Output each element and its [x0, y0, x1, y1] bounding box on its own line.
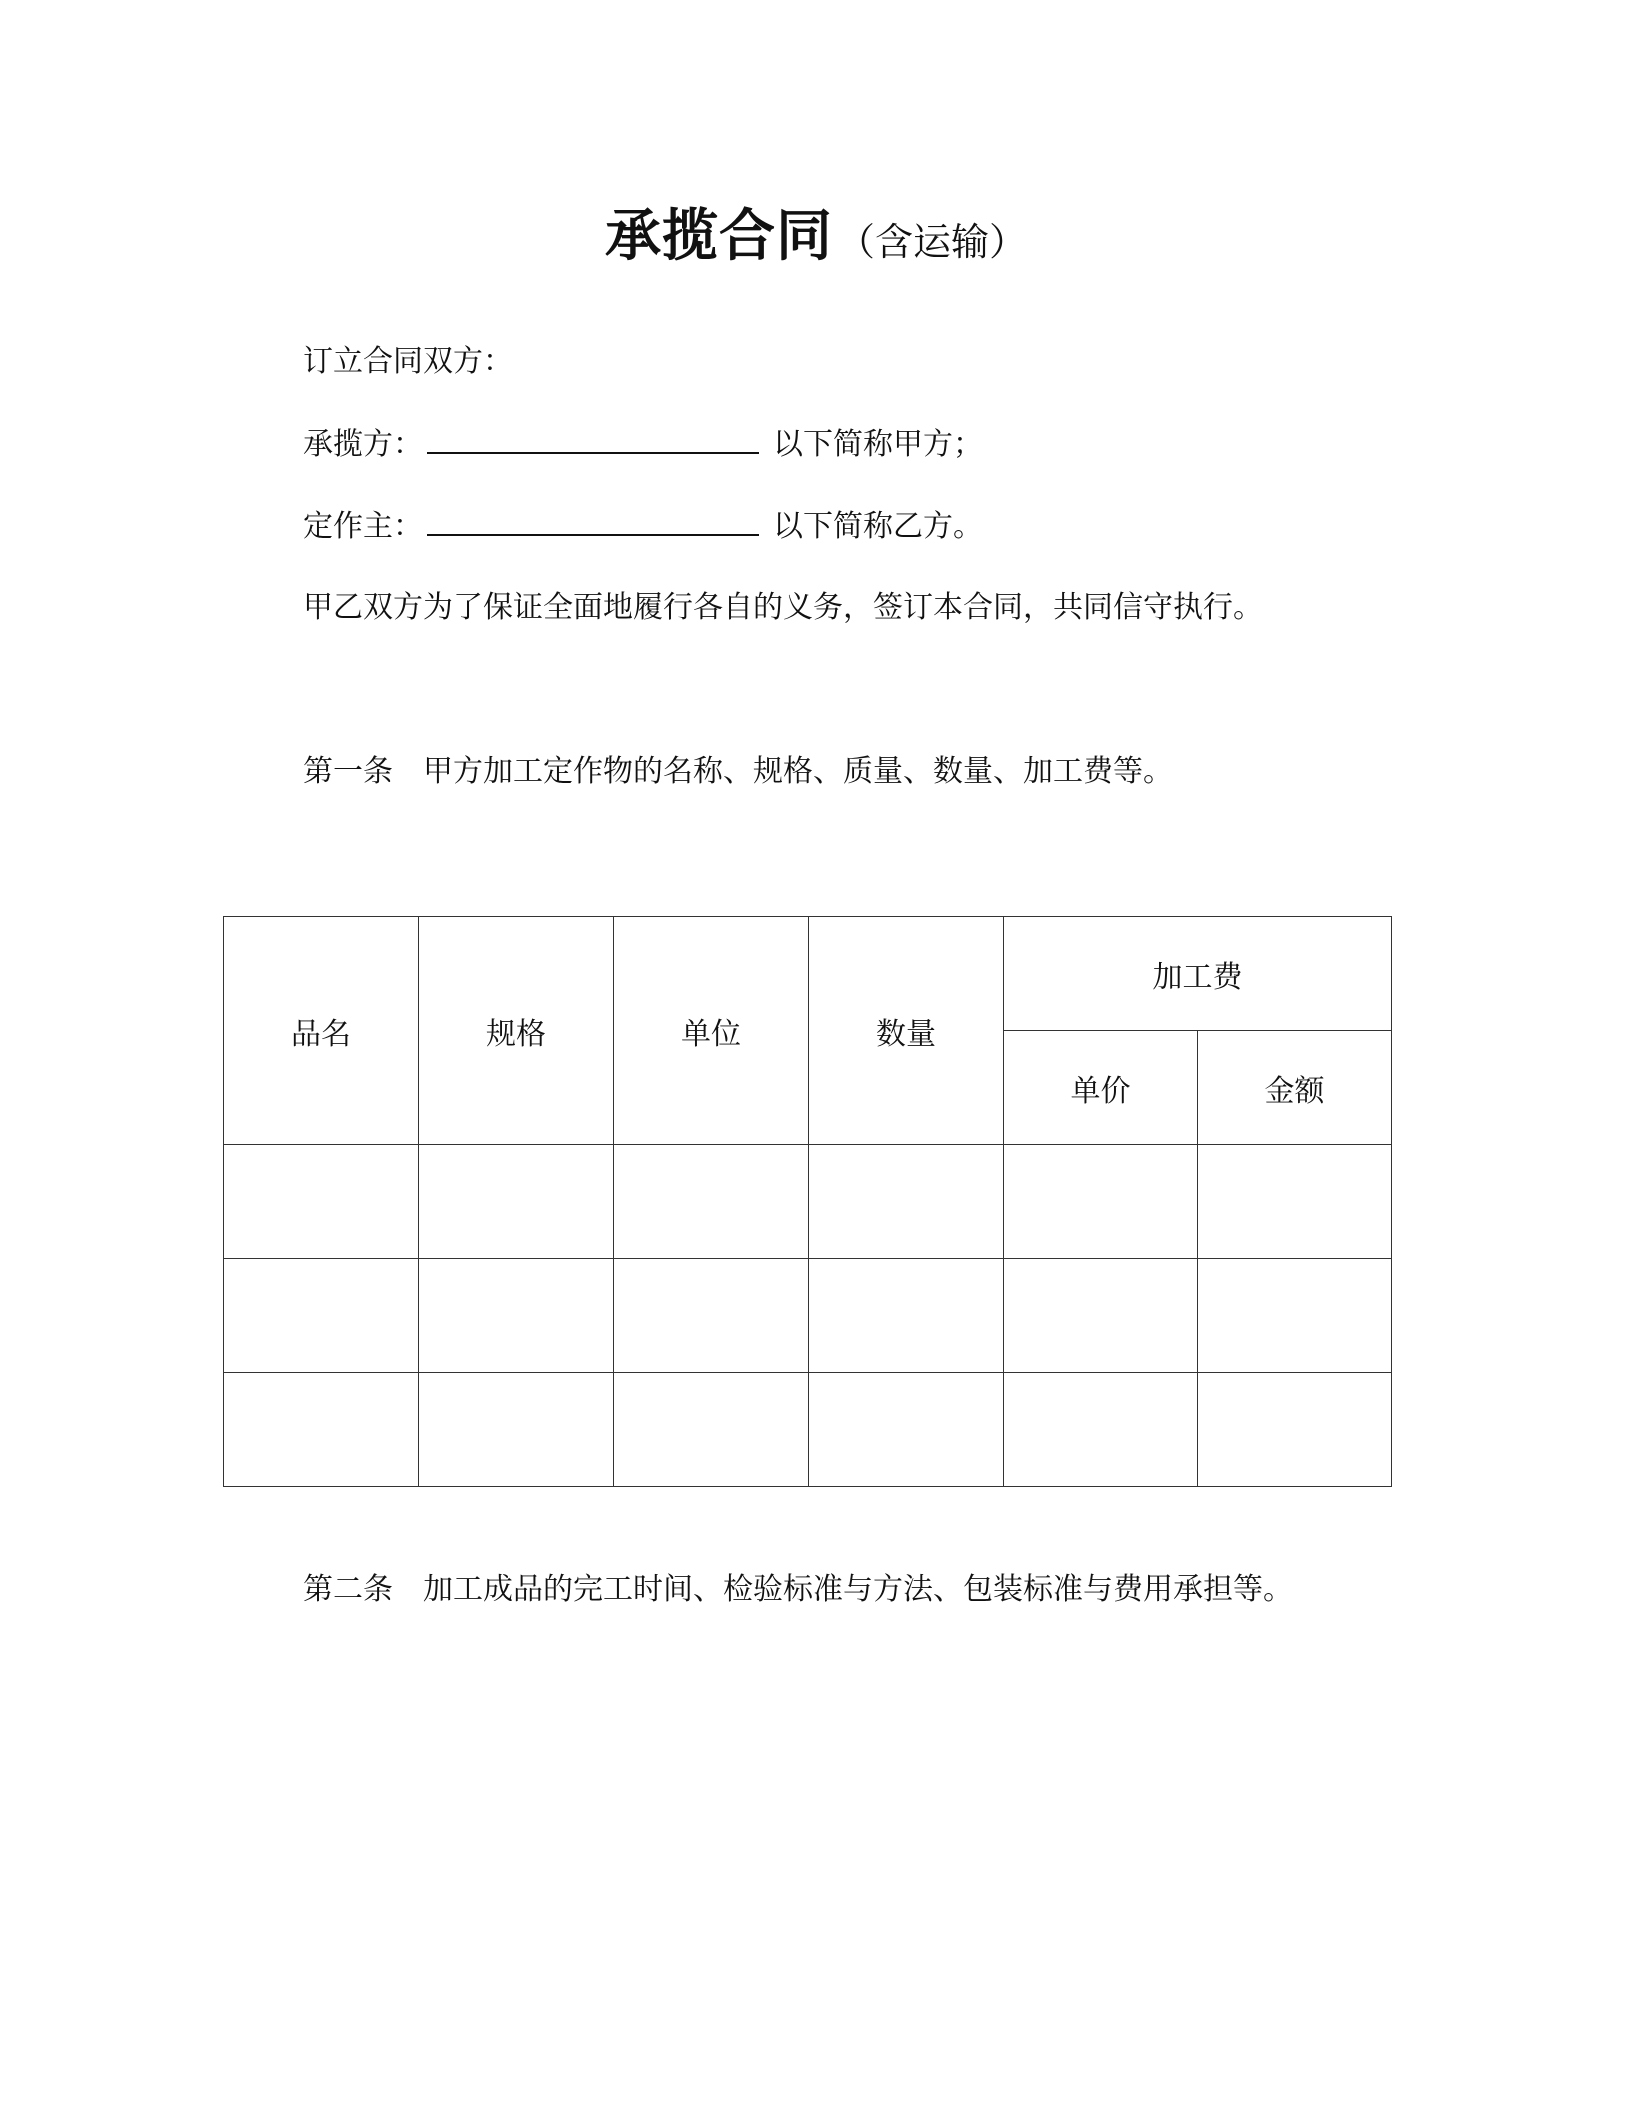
- article-2-number: 第二条: [303, 1572, 393, 1607]
- table-cell[interactable]: [1004, 1373, 1198, 1487]
- article-2: [303, 1570, 1293, 1610]
- table-cell[interactable]: [614, 1145, 809, 1259]
- table-row: [224, 1373, 1392, 1487]
- processing-table: [223, 916, 1392, 1487]
- party-b-suffix: 以下简称乙方。: [773, 509, 983, 544]
- table-row: [224, 1259, 1392, 1373]
- table-cell[interactable]: [614, 1373, 809, 1487]
- title-main: 承揽合同: [604, 204, 833, 269]
- party-a-suffix: 以下简称甲方；: [773, 427, 983, 462]
- table-cell[interactable]: [1004, 1145, 1198, 1259]
- table-header-row: [224, 917, 1392, 1031]
- table-row: [224, 1145, 1392, 1259]
- party-b-blank-field[interactable]: [427, 506, 759, 536]
- title-subtitle: （含运输）: [836, 220, 1027, 264]
- article-1-text: 甲方加工定作物的名称、规格、质量、数量、加工费等。: [423, 754, 1173, 789]
- party-a-line: [303, 424, 983, 465]
- table-cell[interactable]: [1198, 1145, 1392, 1259]
- table-cell[interactable]: [1198, 1259, 1392, 1373]
- table-cell[interactable]: [419, 1145, 614, 1259]
- header-processing-fee: 加工费: [1004, 917, 1392, 1031]
- article-2-text: 加工成品的完工时间、检验标准与方法、包装标准与费用承担等。: [423, 1572, 1293, 1607]
- parties-heading: 订立合同双方：: [303, 344, 513, 379]
- table-cell[interactable]: [809, 1259, 1004, 1373]
- table-cell[interactable]: [419, 1373, 614, 1487]
- party-a-blank-field[interactable]: [427, 424, 759, 454]
- document-title: [0, 192, 1632, 272]
- table-cell[interactable]: [1198, 1373, 1392, 1487]
- table-cell[interactable]: [224, 1145, 419, 1259]
- table-cell[interactable]: [614, 1259, 809, 1373]
- header-unit-price: 单价: [1004, 1031, 1198, 1145]
- header-unit: 单位: [614, 917, 809, 1145]
- header-spec: 规格: [419, 917, 614, 1145]
- table-cell[interactable]: [419, 1259, 614, 1373]
- table-cell[interactable]: [809, 1145, 1004, 1259]
- header-name: 品名: [224, 917, 419, 1145]
- header-amount: 金额: [1198, 1031, 1392, 1145]
- article-1-number: 第一条: [303, 754, 393, 789]
- party-a-label: 承揽方：: [303, 427, 423, 462]
- table-cell[interactable]: [224, 1373, 419, 1487]
- party-b-line: [303, 506, 983, 547]
- article-1: [303, 752, 1173, 792]
- table-cell[interactable]: [224, 1259, 419, 1373]
- header-quantity: 数量: [809, 917, 1004, 1145]
- table-cell[interactable]: [1004, 1259, 1198, 1373]
- party-b-label: 定作主：: [303, 509, 423, 544]
- table-cell[interactable]: [809, 1373, 1004, 1487]
- purpose-paragraph: 甲乙双方为了保证全面地履行各自的义务，签订本合同，共同信守执行。: [303, 590, 1263, 625]
